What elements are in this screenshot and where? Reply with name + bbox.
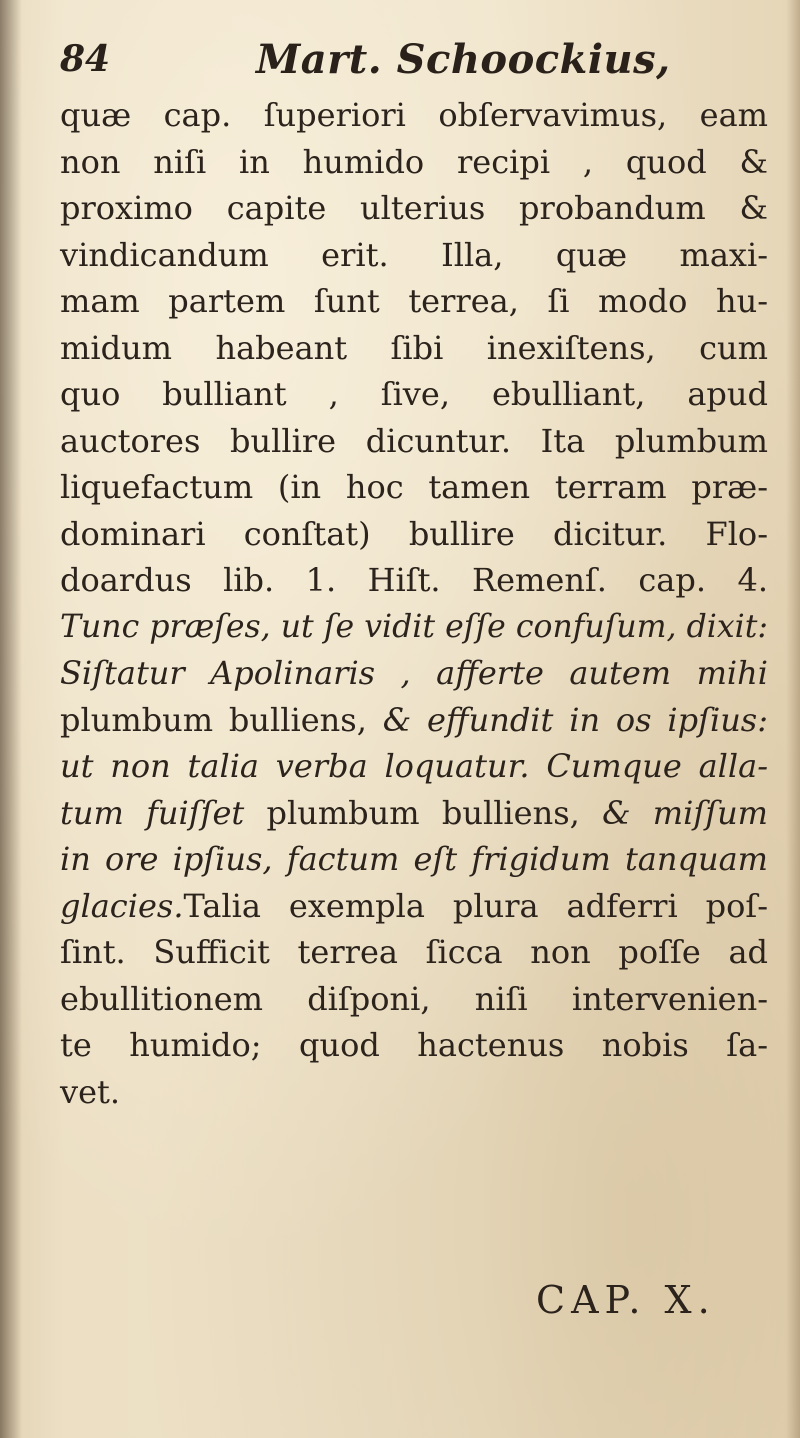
text-line [60,929,768,976]
text-line [60,185,768,232]
text-segment: non niſi in humido recipi , quod & [60,142,768,181]
page-edge-shadow [786,0,800,1438]
text-line [60,325,768,372]
page-header [60,36,760,96]
text-line [60,883,768,930]
text-segment: vindicandum erit. Illa, quæ maxi- [60,235,768,274]
text-segment: liquefactum (in hoc tamen terram præ- [60,468,768,506]
text-segment: plumbum bulliens, [266,793,603,832]
text-line [60,604,768,651]
text-line [60,836,768,883]
text-segment: ſint. Sufficit terrea ſicca non poſſe ad [60,933,768,971]
text-segment: dominari conſtat) bullire dicitur. Flo- [60,514,768,553]
text-segment: proximo capite ulterius probandum & [60,189,768,227]
catchword: CAP. X. [536,1278,716,1322]
text-line [60,1022,768,1069]
text-segment: vet. [60,1072,121,1111]
italic-text-segment: glacies. [60,886,184,925]
text-segment: quæ cap. ſuperiori obſervavimus, eam [60,96,768,134]
text-line [60,464,768,511]
text-line [60,650,768,697]
italic-text-segment: in ore ipſius, factum eſt frigidum tanquam [60,840,768,878]
text-line [60,743,768,790]
text-line [60,557,768,604]
text-line [60,697,768,744]
text-segment: doardus lib. 1. Hiſt. Remenſ. cap. 4. [60,561,768,599]
text-segment: ebullitionem diſponi, niſi intervenien- [60,979,768,1018]
italic-text-segment: Siſtatur Apolinaris , afferte autem mihi [60,654,768,692]
italic-text-segment: Tunc præſes, ut ſe vidit eſſe confuſum, dixit: [60,608,768,645]
page-gutter-shadow [0,0,22,1438]
italic-text-segment: tum fuiſſet [60,793,267,832]
text-segment: midum habeant ſibi inexiſtens, cum [60,328,768,367]
text-line [60,1069,768,1116]
text-line [60,418,768,465]
running-head: Mart. Schoockius, [256,36,671,83]
text-segment: plumbum bulliens, [60,700,383,739]
body-text [60,92,768,1115]
page-number: 84 [60,38,111,80]
italic-text-segment: & miſſum [602,793,769,832]
text-segment: mam partem ſunt terrea, ſi modo hu- [60,282,768,320]
italic-text-segment: ut non talia verba loquatur. Cumque alla- [60,747,768,785]
text-line [60,790,768,837]
text-segment: Talia exempla plura adferri poſ- [183,886,768,925]
text-line [60,232,768,279]
text-line [60,92,768,139]
text-line [60,278,768,325]
text-line [60,976,768,1023]
text-line [60,371,768,418]
text-segment: te humido; quod hactenus nobis ſa- [60,1026,768,1064]
text-segment: quo bulliant , ſive, ebulliant, apud [60,375,768,413]
text-line [60,139,768,186]
italic-text-segment: & effundit in os ipſius: [382,700,768,739]
text-line [60,511,768,558]
text-segment: auctores bullire dicuntur. Ita plumbum [60,421,768,460]
